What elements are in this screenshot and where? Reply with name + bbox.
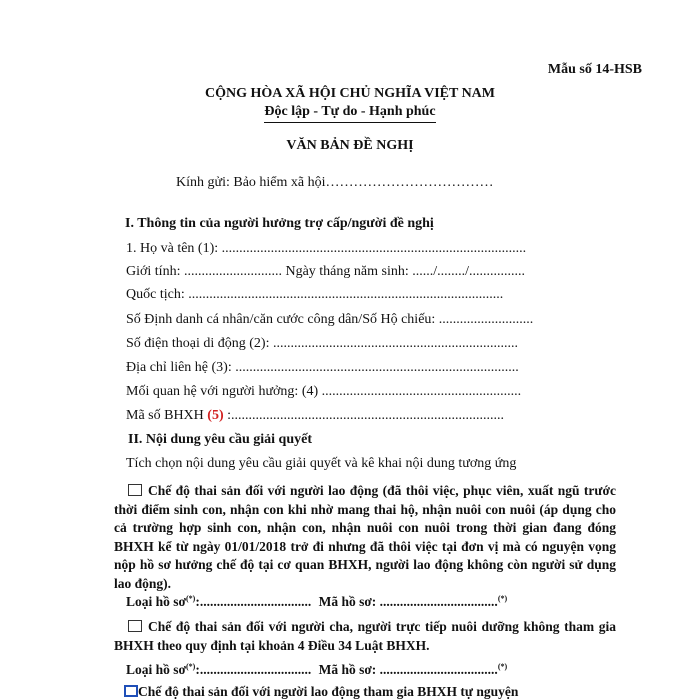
file-type-dots[interactable]: :................................. — [195, 594, 312, 609]
file-code-asterisk-2: (*) — [497, 662, 508, 671]
motto-text: Độc lập - Tự do - Hạnh phúc — [264, 104, 435, 123]
form-code: Mẫu số 14-HSB — [547, 62, 642, 77]
file-code-label[interactable]: Mã hồ sơ: ................................... — [318, 594, 498, 609]
file-code-label-2[interactable]: Mã hồ sơ: ................................... — [318, 662, 498, 677]
recipient-line: Kính gửi: Bảo hiểm xã hội……………………………… — [176, 175, 494, 190]
option2-paragraph — [114, 618, 616, 655]
phone-field[interactable]: Số điện thoại di động (2): ...................................................................... — [126, 336, 518, 351]
bhxh-code-note: (5) — [207, 408, 224, 423]
address-field[interactable]: Địa chỉ liên hệ (3): ................................................................................. — [126, 360, 519, 375]
option2-file-line — [126, 662, 507, 678]
document-title: VĂN BẢN ĐỀ NGHỊ — [286, 138, 414, 153]
gender-dob-field[interactable]: Giới tính: ............................ Ngày tháng năm sinh: ....../......../................ — [126, 264, 525, 279]
section2-heading: II. Nội dung yêu cầu giải quyết — [128, 432, 312, 447]
option3-line — [124, 684, 518, 700]
option1-file-line — [126, 594, 507, 610]
file-type-label: Loại hồ sơ — [126, 594, 186, 609]
bhxh-code-label: Mã số BHXH — [126, 408, 204, 423]
relation-field[interactable]: Mối quan hệ với người hưởng: (4) ......................................................... — [126, 384, 522, 399]
bhxh-code-field[interactable] — [126, 408, 504, 424]
motto — [0, 104, 700, 123]
bhxh-code-dots: :.............................................................................. — [223, 408, 504, 423]
file-code-asterisk: (*) — [497, 594, 508, 603]
nation-header: CỘNG HÒA XÃ HỘI CHỦ NGHĨA VIỆT NAM — [204, 86, 495, 101]
file-type-asterisk-2: (*) — [186, 662, 196, 671]
option2-text: Chế độ thai sản đối với người cha, người trực tiếp nuôi dưỡng không tham gia BHXH theo quy định tại khoản 4 Điều 34 Luật BHXH. — [114, 619, 616, 653]
file-type-dots-2[interactable]: :................................. — [195, 662, 312, 677]
file-type-label-2: Loại hồ sơ — [126, 662, 186, 677]
option3-text: Chế độ thai sản đối với người lao động tham gia BHXH tự nguyện — [138, 684, 519, 699]
option3-checkbox[interactable] — [124, 685, 138, 697]
id-number-field[interactable]: Số Định danh cá nhân/căn cước công dân/Số Hộ chiếu: ........................... — [126, 312, 534, 327]
section2-instruction: Tích chọn nội dung yêu cầu giải quyết và kê khai nội dung tương ứng — [126, 456, 517, 471]
option1-text: Chế độ thai sản đối với người lao động (đã thôi việc, phục viên, xuất ngũ trước thời điểm sinh con, nhận con khi nhờ mang thai hộ, nhận nuôi con nuôi (áp dụng cho cả trường hợp sinh con, nhận con, nhận nuôi con nuôi trong thời gian đang đóng BHXH kể từ ngày 01/01/2018 trở đi nhưng đã thôi việc tại đơn vị mà có nguyện vọng nộp hồ sơ hưởng chế độ tại cơ quan BHXH, người lao động không còn người sử dụng lao động). — [114, 483, 616, 591]
nationality-field[interactable]: Quốc tịch: .......................................................................................... — [126, 287, 504, 302]
file-type-asterisk: (*) — [186, 594, 196, 603]
option2-checkbox[interactable] — [128, 620, 142, 632]
option1-checkbox[interactable] — [128, 484, 142, 496]
section1-heading: I. Thông tin của người hưởng trợ cấp/người đề nghị — [125, 216, 434, 231]
option1-paragraph — [114, 482, 616, 593]
full-name-field[interactable]: 1. Họ và tên (1): ....................................................................................... — [126, 241, 527, 256]
